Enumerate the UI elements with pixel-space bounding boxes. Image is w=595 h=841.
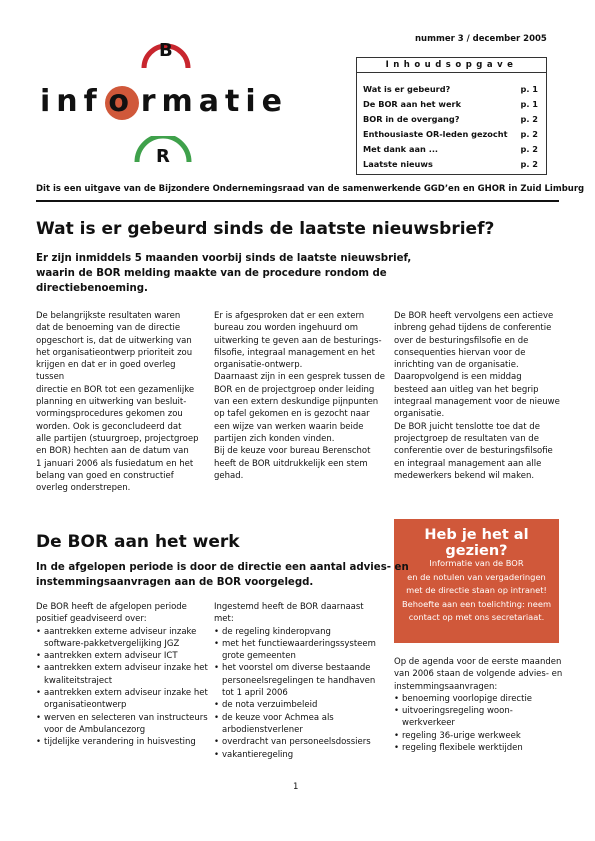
- toc-item-label: Met dank aan ...: [363, 144, 439, 154]
- callout-title: Heb je het al gezien?: [424, 527, 529, 559]
- section1-col1: De belangrijkste resultaten waren dat de benoeming van de directie opgeschort is, dat de uitwerking van het organisatieontwerp prioriteit zou krijgen en dat er in goed overleg tussen directie en BOR tot een gezamenlijke planning en uitwerking van besluit- vormingsprocedures gekomen zou worden. Ook is geconcludeerd dat alle partijen (stuurgroep, projectgroep en BOR) hechten aan de datum van 1 januari 2006 als fusiedatum en het belang van goed en constructief overleg onderstrepen.: [36, 311, 199, 494]
- section1-lead: Er zijn inmiddels 5 maanden voorbij sinds de laatste nieuwsbrief, waarin de BOR melding maakte van de procedure rondom de directiebenoeming.: [36, 253, 412, 294]
- list-item: • overdracht van personeelsdossiers: [214, 736, 386, 748]
- list-item: • aantrekken extern adviseur inzake het organisatieontwerp: [36, 687, 208, 712]
- toc-item-label: Enthousiaste OR-leden gezocht: [363, 129, 508, 139]
- list-item: • de keuze voor Achmea als arbodienstverlener: [214, 712, 386, 737]
- section2-col3: Op de agenda voor de eerste maanden van 2006 staan de volgende advies- en instemmingsaanvragen: • benoeming voorlopige directie • uitvoeringsregeling woon-werkverkeer • regeling 36-urige werkweek • regeling flexibele werktijden: [394, 656, 564, 754]
- issue-number: nummer 3 / december 2005: [415, 34, 547, 44]
- list-item: • tijdelijke verandering in huisvesting: [36, 736, 208, 748]
- list-item: • de nota verzuimbeleid: [214, 699, 386, 711]
- section1-col3: De BOR heeft vervolgens een actieve inbreng gehad tijdens de conferentie over de besturingsfilsofie en de consequenties hiervan voor de inrichting van de organisatie. Daaropvolgend is een middag besteed aan uitleg van het begrip integraal management voor de nieuwe organisatie. De BOR juicht tenslotte toe dat de projectgroep de resultaten van de conferentie over de besturingsfilsofie en integraal management aan alle medewerkers bekend wil maken.: [394, 311, 560, 481]
- toc-item-label: Wat is er gebeurd?: [363, 84, 451, 94]
- list-item: • met het functiewaarderingssysteem grote gemeenten: [214, 638, 386, 663]
- toc-item-page: p. 1: [520, 99, 538, 109]
- logo-o-circle: o: [105, 86, 139, 120]
- toc-title: Inhoudsopgave: [357, 58, 546, 73]
- section2-lead: In de afgelopen periode is door de directie een aantal advies- en instemmingsaanvragen aan de BOR voorgelegd.: [36, 562, 409, 588]
- toc-item-page: p. 2: [520, 159, 538, 169]
- advice-list: [36, 626, 208, 749]
- list-item: • werven en selecteren van instructeurs voor de Ambulancezorg: [36, 712, 208, 737]
- logo-wordmark: [40, 84, 288, 120]
- agenda-list: [394, 693, 564, 754]
- section2-col1: De BOR heeft de afgelopen periode positief geadviseerd over: • aantrekken externe adviseur inzake software-pakketvergelijking JGZ • aantrekken extern adviseur ICT • aantrekken extern adviseur inzake het kwaliteitstraject • aantrekken extern adviseur inzake het organisatieontwerp • werven en selecteren van instructeurs voor de Ambulancezorg • tijdelijke verandering in huisvesting: [36, 601, 208, 749]
- toc-item-label: BOR in de overgang?: [363, 114, 460, 124]
- list-item: • regeling 36-urige werkweek: [394, 730, 564, 742]
- toc-item[interactable]: [363, 114, 540, 125]
- logo-word-part2: rmatie: [140, 84, 288, 119]
- callout-box: [394, 519, 559, 643]
- consent-list: [214, 626, 386, 761]
- section2-title: De BOR aan het werk: [36, 532, 240, 552]
- toc-item[interactable]: [363, 144, 540, 155]
- logo-letter-b: B: [159, 40, 173, 61]
- toc-item-page: p. 2: [520, 144, 538, 154]
- list-item: • vakantieregeling: [214, 749, 386, 761]
- toc-item[interactable]: [363, 99, 540, 110]
- header-divider: [36, 200, 559, 202]
- list-item: • de regeling kinderopvang: [214, 626, 386, 638]
- section1-col2: Er is afgesproken dat er een extern bureau zou worden ingehuurd om uitwerking te geven aan de besturings- filsofie, integraal management en het organisatie-ontwerp. Daarnaast zijn in een gesprek tussen de BOR en de projectgroep onder leiding van een extern deskundige pijnpunten op tafel gekomen en is gezocht naar een wijze van werken waarin beide partijen zich konden vinden. Bij de keuze voor bureau Berenschot heeft de BOR uitdrukkelijk een stem gehad.: [214, 311, 385, 481]
- toc-item[interactable]: [363, 84, 540, 95]
- toc-item[interactable]: [363, 129, 540, 140]
- list-item: • aantrekken extern adviseur inzake het kwaliteitstraject: [36, 662, 208, 687]
- logo-word-part1: inf: [40, 84, 103, 119]
- callout-text: Informatie van de BOR en de notulen van vergaderingen met de directie staan op intranet! Behoefte aan een toelichting: neem contact op met ons secretariaat.: [401, 558, 552, 622]
- toc-item[interactable]: [363, 159, 540, 170]
- toc-item-page: p. 2: [520, 129, 538, 139]
- toc-item-label: Laatste nieuws: [363, 159, 433, 169]
- list-item: • aantrekken extern adviseur ICT: [36, 650, 208, 662]
- toc-item-page: p. 2: [520, 114, 538, 124]
- list-item: • regeling flexibele werktijden: [394, 742, 564, 754]
- list-item: • het voorstel om diverse bestaande personeelsregelingen te handhaven tot 1 april 2006: [214, 662, 386, 699]
- list-item: • uitvoeringsregeling woon-werkverkeer: [394, 705, 564, 730]
- logo-letter-r: R: [156, 146, 170, 167]
- list-item: • benoeming voorlopige directie: [394, 693, 564, 705]
- toc-item-page: p. 1: [520, 84, 538, 94]
- page-number: 1: [293, 782, 299, 792]
- section1-title: Wat is er gebeurd sinds de laatste nieuwsbrief?: [36, 219, 495, 239]
- section2-col2: Ingestemd heeft de BOR daarnaast met: • de regeling kinderopvang • met het functiewaarderingssysteem grote gemeenten • het voorstel om diverse bestaande personeelsregelingen te handhaven tot 1 april 2006 • de nota verzuimbeleid • de keuze voor Achmea als arbodienstverlener • overdracht van personeelsdossiers • vakantieregeling: [214, 601, 386, 761]
- tagline: Dit is een uitgave van de Bijzondere Ondernemingsraad van de samenwerkende GGD’en en GHOR in Zuid Limburg: [36, 184, 585, 194]
- list-item: • aantrekken externe adviseur inzake software-pakketvergelijking JGZ: [36, 626, 208, 651]
- table-of-contents: [356, 57, 547, 175]
- toc-item-label: De BOR aan het werk: [363, 99, 462, 109]
